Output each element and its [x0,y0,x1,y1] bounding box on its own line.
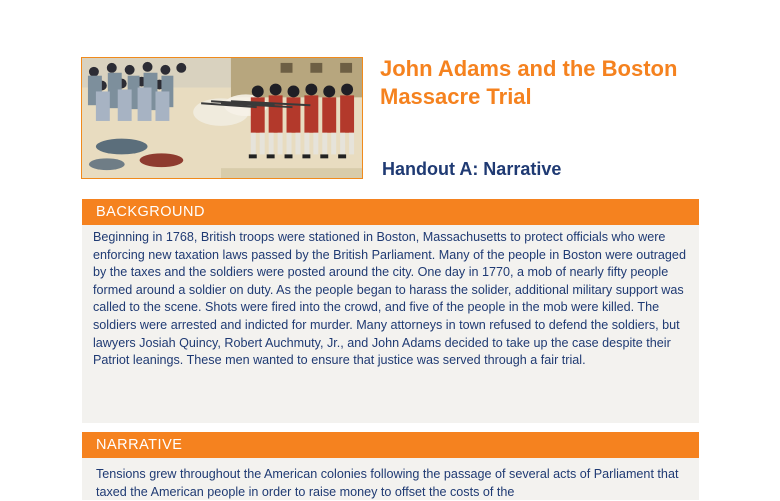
illustration-graphic [82,58,362,178]
section-header-background: BACKGROUND [82,199,699,225]
page-title: John Adams and the Boston Massacre Trial [380,56,678,109]
narrative-paragraph: Tensions grew throughout the American colonies following the passage of several acts of Parliament that taxed the American people in order to raise money to offset the costs of the [96,467,679,499]
section-body-narrative [82,458,699,500]
background-paragraph: Beginning in 1768, British troops were stationed in Boston, Massachusetts to protect officials who were enforcing new taxation laws passed by the British Parliament. Many of the people in Boston were outraged by the taxes and the soldiers were posted around the city. One day in 1770, a mob of nearly fifty people formed around a soldier on duty. As the people began to harass the solider, additional military support was called to the scene. Shots were fired into the crowd, and five of the people in the mob were killed. The soldiers were arrested and indicted for murder. Many attorneys in town refused to defend the soldiers, but lawyers Josiah Quincy, Robert Auchmuty, Jr., and John Adams decided to take up the case despite their Patriot leanings. These men wanted to ensure that justice was served through a fair trial. [93,230,686,368]
section-header-narrative: NARRATIVE [82,432,699,458]
boston-massacre-illustration [81,57,363,179]
section-body-background [82,225,699,423]
handout-subtitle: Handout A: Narrative [382,159,562,179]
